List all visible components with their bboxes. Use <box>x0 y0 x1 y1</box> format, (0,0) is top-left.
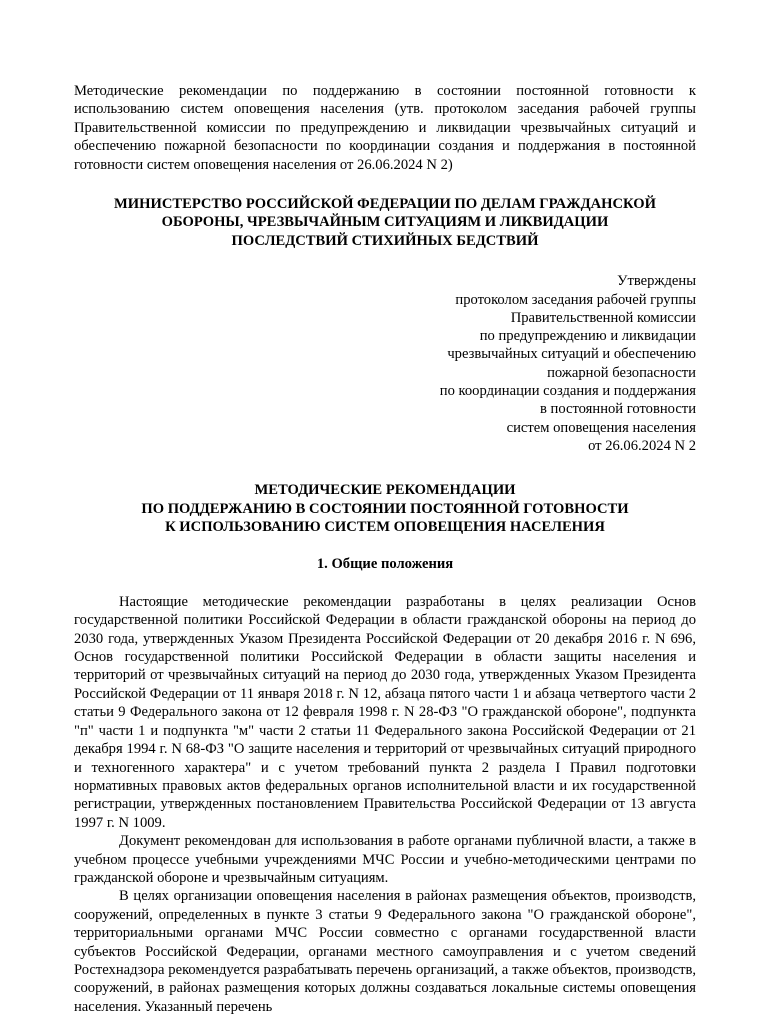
title-line: ПО ПОДДЕРЖАНИЮ В СОСТОЯНИИ ПОСТОЯННОЙ ГОТОВНОСТИ <box>141 500 629 517</box>
document-intro: Методические рекомендации по поддержанию в состоянии постоянной готовности к использованию систем оповещения населения (утв. протоколом заседания рабочей группы Правительственной комиссии по предупреждению и ликвидации чрезвычайных ситуаций и обеспечению пожарной безопасности по координации создания и поддержания в постоянной готовности систем оповещения населения от 26.06.2024 N 2) <box>74 83 696 173</box>
approval-line: по предупреждению и ликвидации <box>479 328 696 345</box>
ministry-line: ОБОРОНЫ, ЧРЕЗВЫЧАЙНЫМ СИТУАЦИЯМ И ЛИКВИДАЦИИ <box>161 214 609 231</box>
approval-line: от 26.06.2024 N 2 <box>588 437 696 454</box>
approval-line: по координации создания и поддержания <box>439 383 696 400</box>
approval-line: чрезвычайных ситуаций и обеспечению <box>447 346 696 363</box>
approval-line: пожарной безопасности <box>547 364 696 381</box>
ministry-line: МИНИСТЕРСТВО РОССИЙСКОЙ ФЕДЕРАЦИИ ПО ДЕЛАМ ГРАЖДАНСКОЙ <box>114 196 656 213</box>
section-heading: 1. Общие положения <box>316 556 454 573</box>
approval-line: протоколом заседания рабочей группы <box>455 291 696 308</box>
approval-line: Правительственной комиссии <box>510 309 696 326</box>
section-body <box>74 593 696 1016</box>
body-paragraph: Документ рекомендован для использования в работе органами публичной власти, а также в учебном процессе учебными учреждениями МЧС России и учебно-методическими центрами по гражданской обороне и чрезвычайным ситуациям. <box>74 833 696 886</box>
ministry-line: ПОСЛЕДСТВИЙ СТИХИЙНЫХ БЕДСТВИЙ <box>231 232 539 249</box>
approval-block <box>74 272 696 455</box>
approval-line: Утверждены <box>617 273 696 290</box>
body-paragraph: В целях организации оповещения населения в районах размещения объектов, производств, сооружений, определенных в пункте 3 статьи 9 Федерального закона "О гражданской обороне", территориальными органами МЧС России совместно с органами государственной власти субъектов Российской Федерации, органами местного самоуправления и с учетом сведений Ростехнадзора рекомендуется разрабатывать перечень организаций, а также объектов, производств, сооружений, в районах размещения которых должны создаваться локальные системы оповещения населения. Указанный перечень <box>74 888 696 1015</box>
title-line: К ИСПОЛЬЗОВАНИЮ СИСТЕМ ОПОВЕЩЕНИЯ НАСЕЛЕНИЯ <box>165 519 605 536</box>
document-title <box>74 481 696 536</box>
title-line: МЕТОДИЧЕСКИЕ РЕКОМЕНДАЦИИ <box>254 482 516 499</box>
approval-line: в постоянной готовности <box>539 401 696 418</box>
ministry-heading <box>74 195 696 250</box>
body-paragraph: Настоящие методические рекомендации разработаны в целях реализации Основ государственной политики Российской Федерации в области гражданской обороны на период до 2030 года, утвержденных Указом Президента Российской Федерации от 20 декабря 2016 г. N 696, Основ государственной политики Российской Федерации в области защиты населения и территорий от чрезвычайных ситуаций на период до 2030 года, утвержденных Указом Президента Российской Федерации от 11 января 2018 г. N 12, абзаца пятого части 1 и абзаца четвертого части 2 статьи 9 Федерального закона от 12 февраля 1998 г. N 28-ФЗ "О гражданской обороне", подпункта "п" части 1 и подпункта "м" части 2 статьи 11 Федерального закона Российской Федерации от 21 декабря 1994 г. N 68-ФЗ "О защите населения и территорий от чрезвычайных ситуаций природного и техногенного характера" и с учетом требований пункта 2 раздела I Правил подготовки нормативных правовых актов федеральных органов исполнительной власти и их государственной регистрации, утвержденных постановлением Правительства Российской Федерации от 13 августа 1997 г. N 1009. <box>74 593 696 831</box>
approval-line: систем оповещения населения <box>506 419 696 436</box>
